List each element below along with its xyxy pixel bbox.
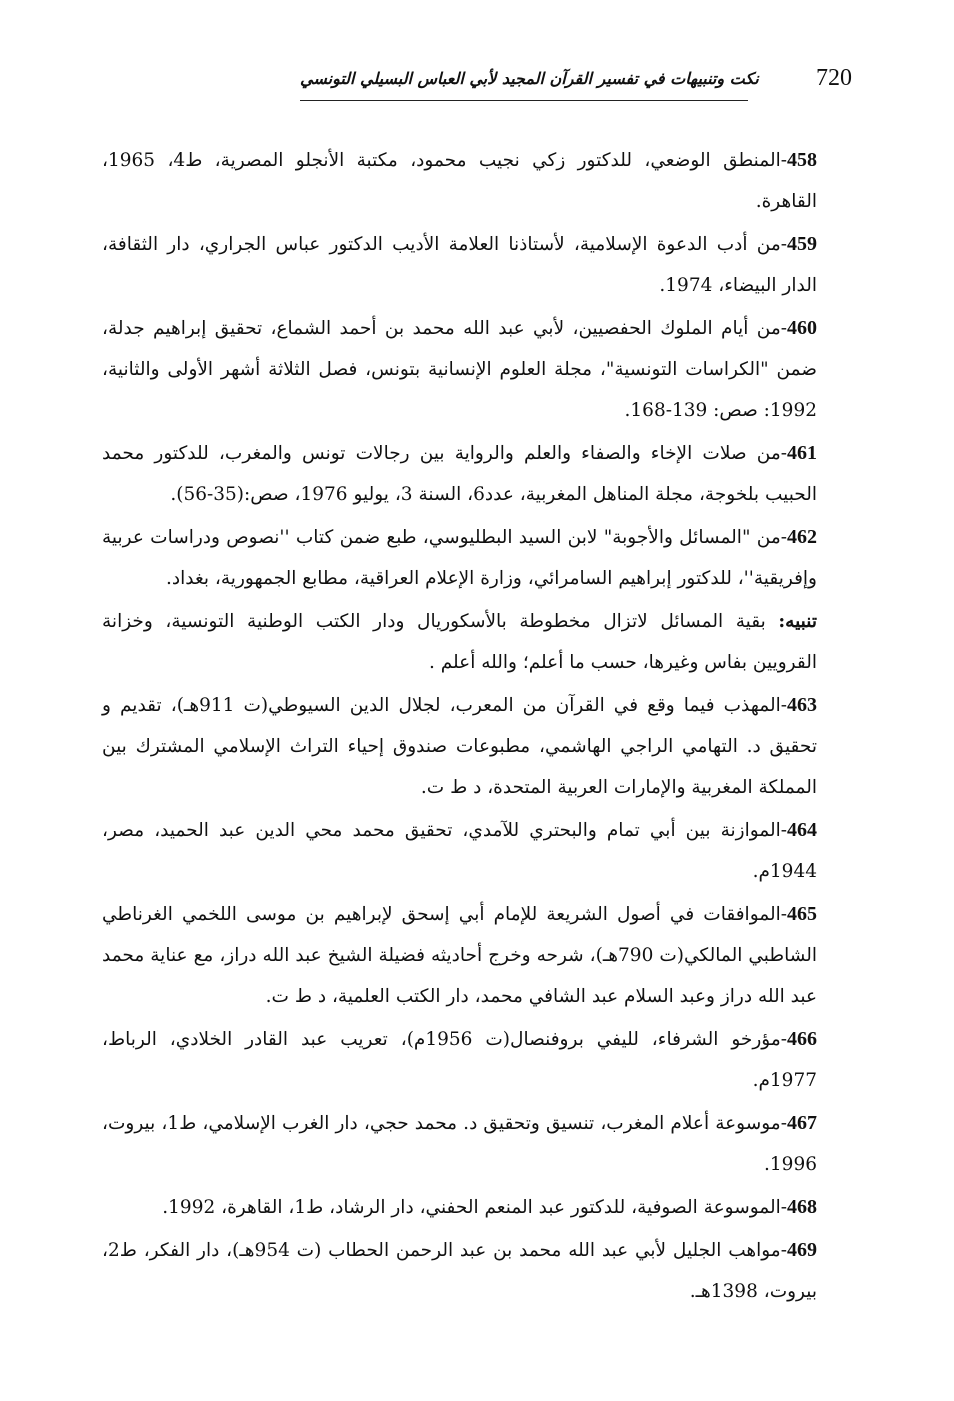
entry-text: الموازنة بين أبي تمام والبحتري للآمدي، تحقيق محمد محي الدين عبد الحميد، مصر، 1944م. [102,820,817,882]
entry-text: موسوعة أعلام المغرب، تنسيق وتحقيق د. محمد حجي، دار الغرب الإسلامي، ط1، بيروت، 1996. [102,1113,817,1175]
page-header [300,62,852,102]
bibliography-entry-467: 467-موسوعة أعلام المغرب، تنسيق وتحقيق د. محمد حجي، دار الغرب الإسلامي، ط1، بيروت، 1996. [102,1112,817,1175]
page-number: 720 [816,65,852,91]
bibliography-entry-468: 468-الموسوعة الصوفية، للدكتور عبد المنعم الحفني، دار الرشاد، ط1، القاهرة، 1992. [162,1196,817,1218]
bibliography-entry-469: 469-مواهب الجليل لأبي عبد الله محمد بن عبد الرحمن الحطاب (ت 954هـ)، دار الفكر، ط2، بيروت، 1398هـ. [102,1239,817,1302]
entry-text: من أدب الدعوة الإسلامية، لأستاذنا العلامة الأديب الدكتور عباس الجراري، دار الثقافة، الدار البيضاء، 1974. [102,234,817,296]
entry-number: 460 [787,317,817,339]
bibliography-entry-460: 460-من أيام الملوك الحفصيين، لأبي عبد الله محمد بن أحمد الشماع، تحقيق إبراهيم جدلة، ضمن "الكراسات التونسية"، مجلة العلوم الإنسانية بتونس، فصل الثلاثة أشهر الأولى والثانية، 1992: صص: 139-168. [102,317,817,421]
note-label: تنبيه: [778,611,817,632]
entry-number: 463 [787,694,817,716]
bibliography-body [102,140,817,1314]
entry-text: الموافقات في أصول الشريعة للإمام أبي إسحق لإبراهيم بن موسى اللخمي الغرناطي الشاطبي المالكي(ت 790هـ)، شرحه وخرج أحاديثه فضيلة الشيخ عبد الله دراز، مع عناية محمد عبد الله دراز وعبد السلام عبد الشافي محمد، دار الكتب العلمية، د ط ت. [102,904,817,1007]
bibliography-entry-464: 464-الموازنة بين أبي تمام والبحتري للآمدي، تحقيق محمد محي الدين عبد الحميد، مصر، 1944م. [102,819,817,882]
entry-number: 468 [787,1196,817,1218]
entry-number: 458 [787,149,817,171]
entry-number: 465 [787,903,817,925]
entry-number: 461 [787,442,817,464]
bibliography-entry-458: 458-المنطق الوضعي، للدكتور زكي نجيب محمود، مكتبة الأنجلو المصرية، ط4، 1965، القاهرة. [102,149,817,212]
entry-number: 459 [787,233,817,255]
bibliography-entry-463: 463-المهذب فيما وقع في القرآن من المعرب، لجلال الدين السيوطي(ت 911هـ)، تقديم و تحقيق د. التهامي الراجي الهاشمي، مطبوعات صندوق إحياء التراث الإسلامي المشترك بين المملكة المغربية والإمارات العربية المتحدة، د ط ت. [102,694,817,798]
entry-text: من أيام الملوك الحفصيين، لأبي عبد الله محمد بن أحمد الشماع، تحقيق إبراهيم جدلة، ضمن "الكراسات التونسية"، مجلة العلوم الإنسانية بتونس، فصل الثلاثة أشهر الأولى والثانية، 1992: صص: 139-168. [102,318,817,421]
entry-text: مؤرخو الشرفاء، لليفي بروفنصال(ت 1956م)، تعريب عبد القادر الخلادي، الرباط، 1977م. [102,1029,817,1091]
bibliography-entry-466: 466-مؤرخو الشرفاء، لليفي بروفنصال(ت 1956م)، تعريب عبد القادر الخلادي، الرباط، 1977م. [102,1028,817,1091]
entry-text: المنطق الوضعي، للدكتور زكي نجيب محمود، مكتبة الأنجلو المصرية، ط4، 1965، القاهرة. [102,150,817,212]
running-title: نكت وتنبيهات في تفسير القرآن المجيد لأبي العباس البسيلي التونسي [300,69,759,88]
entry-number: 462 [787,526,817,548]
entry-text: من صلات الإخاء والصفاء والعلم والرواية بين رجالات تونس والمغرب، للدكتور محمد الحبيب بلخوجة، مجلة المناهل المغربية، عدد6، السنة 3، يوليو 1976، صص:(35-56). [102,443,817,505]
bibliography-entry-465: 465-الموافقات في أصول الشريعة للإمام أبي إسحق لإبراهيم بن موسى اللخمي الغرناطي الشاطبي المالكي(ت 790هـ)، شرحه وخرج أحاديثه فضيلة الشيخ عبد الله دراز، مع عناية محمد عبد الله دراز وعبد السلام عبد الشافي محمد، دار الكتب العلمية، د ط ت. [102,903,817,1007]
entry-text: مواهب الجليل لأبي عبد الله محمد بن عبد الرحمن الحطاب (ت 954هـ)، دار الفكر، ط2، بيروت، 1398هـ. [102,1240,817,1302]
entry-text: الموسوعة الصوفية، للدكتور عبد المنعم الحفني، دار الرشاد، ط1، القاهرة، 1992. [162,1197,781,1218]
note-text: بقية المسائل لاتزال مخطوطة بالأسكوريال ودار الكتب الوطنية التونسية، وخزانة القرويين بفاس وغيرها، حسب ما أعلم؛ والله أعلم . [102,611,817,673]
entry-number: 467 [786,1112,817,1134]
entry-number: 469 [786,1239,817,1261]
entry-text: المهذب فيما وقع في القرآن من المعرب، لجلال الدين السيوطي(ت 911هـ)، تقديم و تحقيق د. التهامي الراجي الهاشمي، مطبوعات صندوق إحياء التراث الإسلامي المشترك بين المملكة المغربية والإمارات العربية المتحدة، د ط ت. [102,695,817,798]
bibliography-entry-461: 461-من صلات الإخاء والصفاء والعلم والرواية بين رجالات تونس والمغرب، للدكتور محمد الحبيب بلخوجة، مجلة المناهل المغربية، عدد6، السنة 3، يوليو 1976، صص:(35-56). [102,442,817,505]
bibliography-entry-459: 459-من أدب الدعوة الإسلامية، لأستاذنا العلامة الأديب الدكتور عباس الجراري، دار الثقافة، الدار البيضاء، 1974. [102,233,817,296]
header-rule [300,100,748,101]
entry-text: من "المسائل والأجوبة" لابن السيد البطليوسي، طبع ضمن كتاب ''نصوص ودراسات عربية وإفريقية''، للدكتور إبراهيم السامرائي، وزارة الإعلام العراقية، مطابع الجمهورية، بغداد. [102,527,817,589]
note-paragraph [102,601,817,683]
entry-number: 464 [787,819,817,841]
bibliography-entry-462: 462-من "المسائل والأجوبة" لابن السيد البطليوسي، طبع ضمن كتاب ''نصوص ودراسات عربية وإفريقية''، للدكتور إبراهيم السامرائي، وزارة الإعلام العراقية، مطابع الجمهورية، بغداد. [102,526,817,589]
entry-number: 466 [787,1028,817,1050]
